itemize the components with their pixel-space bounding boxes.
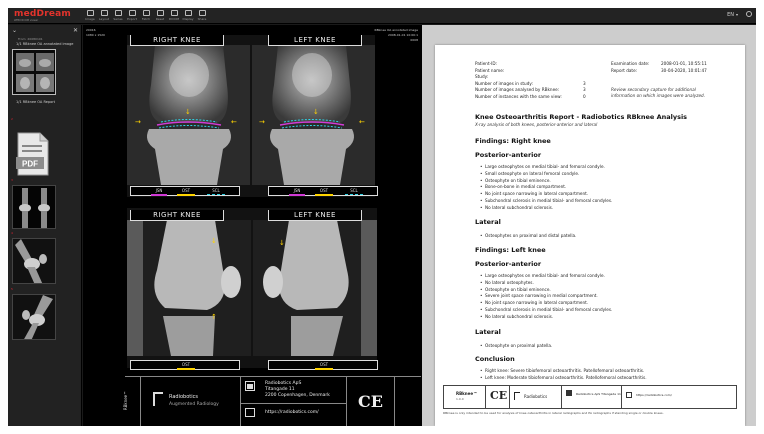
- brand-tagline: Augmented Radiology: [169, 402, 219, 407]
- meta-key: Patient-ID:: [475, 61, 497, 66]
- toolbar-label: Share: [197, 17, 207, 21]
- legend-ost: OST: [177, 362, 195, 370]
- export-icon: [129, 10, 136, 16]
- finding-item: • Osteophyte on tibial eminence.: [485, 287, 551, 292]
- annotation-legend: [130, 186, 240, 196]
- finding-item: • Subchondral sclerosis in medial tibial- and femoral condyles.: [485, 307, 612, 312]
- legend-ost: OST: [315, 188, 333, 196]
- study-date: From: 20080101: [18, 37, 43, 41]
- svg-text:PDF: PDF: [22, 159, 38, 169]
- meta-key: Patient name:: [475, 67, 505, 73]
- product-label: RBknee™: [125, 377, 141, 426]
- footer-note: RBknee is only intended to be used for analysis of knee osteoarthritis in lateral radiographs and PA radiographs if standing single or double knees.: [443, 411, 664, 415]
- series-label: 1/1 RBknee OA Report: [16, 100, 56, 104]
- legend-scl: SCL: [345, 188, 363, 195]
- finding-item: • Small osteophyte on lateral femoral condyle.: [485, 171, 579, 176]
- radiobotics-mark-icon: [153, 392, 163, 406]
- legend-scl: SCL: [207, 188, 225, 195]
- legend-ost: OST: [177, 188, 195, 196]
- meta-value: 3: [583, 80, 586, 86]
- app-window: [8, 8, 756, 426]
- overlay-line: 20016: [86, 28, 96, 32]
- legend-ost: OST: [315, 362, 333, 370]
- panel-title: LEFT KNEE: [268, 35, 362, 46]
- toolbar-label: Layout: [98, 17, 110, 21]
- findings-left-heading: Findings: Left knee: [475, 246, 546, 254]
- pa-heading: Posterior-anterior: [475, 151, 542, 159]
- finding-item: • No joint space narrowing in lateral compartment.: [485, 300, 588, 305]
- top-toolbar: [8, 8, 756, 24]
- manufacturer-info: [241, 377, 347, 426]
- meta-key: Number of images in study:: [475, 80, 533, 86]
- toolbar-label: Export: [127, 17, 137, 21]
- toolbar-label: Series: [113, 17, 123, 21]
- conclusion-item: • Left knee: Moderate tibiofemoral osteoarthritis. Patellofemoral osteoarthritis.: [485, 375, 647, 380]
- osteophyte-arrow-icon: ↓: [185, 108, 191, 116]
- address-line: Titangade 11: [265, 387, 295, 392]
- series-label: 1/1 RBknee OA annotated image: [16, 42, 74, 46]
- pdf-report-thumbnail[interactable]: [12, 131, 52, 177]
- report-subtitle: X-ray analysis of both knees, posterior-anterior and lateral: [475, 122, 598, 127]
- meta-value: 30-04-2020, 10:01:47: [661, 67, 707, 73]
- export-button[interactable]: [126, 9, 138, 23]
- series-thumbnail-lateral-left[interactable]: [12, 294, 56, 340]
- annotation-legend: [130, 360, 240, 370]
- reset-button[interactable]: [154, 9, 166, 23]
- sidebar-header: [10, 27, 80, 35]
- website-link: https://radiobotics.com/: [265, 410, 319, 415]
- toolbar-label: Display: [182, 17, 194, 21]
- report-note: Review secondary capture for additional: [611, 87, 696, 92]
- address-line: Radiobotics ApS: [265, 381, 302, 386]
- osteophyte-arrow-icon: ↓: [313, 108, 319, 116]
- pa-heading: Posterior-anterior: [475, 260, 542, 268]
- fetch-icon: [143, 10, 150, 16]
- share-button[interactable]: [196, 9, 208, 23]
- annotation-legend: [268, 360, 378, 370]
- toolbar-label: Image: [85, 17, 95, 21]
- finding-item: • Large osteophytes on medial tibial- and femoral condyle.: [485, 164, 605, 169]
- series-thumbnail-pa[interactable]: [12, 185, 56, 229]
- share-icon: [199, 10, 206, 16]
- finding-item: • Bone-on-bone in medial compartment.: [485, 184, 566, 189]
- osteophyte-arrow-icon: →: [259, 118, 265, 126]
- annotation-legend: [268, 186, 378, 196]
- report-note: information on which images were analyzed.: [611, 93, 706, 98]
- lateral-heading: Lateral: [475, 218, 501, 226]
- display-button[interactable]: [182, 9, 194, 23]
- overlay-line: 2008-01-01 10:00:1: [388, 33, 418, 37]
- panel-title: RIGHT KNEE: [130, 35, 224, 46]
- left-knee-lateral-xray: [253, 220, 377, 356]
- overlay-line: RBknee OA annotated image: [374, 28, 418, 32]
- fetch-button[interactable]: [140, 9, 152, 23]
- overlay-line: 0008: [410, 38, 418, 42]
- lateral-panels: [127, 208, 377, 368]
- branding-strip: [125, 376, 421, 426]
- radiobotics-logo: [141, 377, 241, 426]
- close-icon[interactable]: ✕: [72, 27, 78, 34]
- osteophyte-arrow-icon: ↑: [211, 313, 217, 321]
- series-number: 5: [11, 287, 13, 291]
- user-icon[interactable]: [746, 11, 752, 17]
- panel-title: RIGHT KNEE: [130, 210, 224, 221]
- right-knee-lateral-xray: [127, 220, 251, 356]
- overlay-line: 1080 x 1520: [86, 33, 105, 37]
- finding-item: • No lateral osteophytes.: [485, 280, 534, 285]
- meta-value: 0: [583, 93, 586, 99]
- instructions-book-icon: [245, 408, 255, 417]
- app-logo-subtitle: WEB DICOM viewer: [14, 19, 39, 22]
- toolbar-label: Reset: [155, 17, 165, 21]
- report-page: [435, 45, 745, 426]
- lateral-heading: Lateral: [475, 328, 501, 336]
- conclusion-heading: Conclusion: [475, 355, 515, 363]
- footer-brand: Radiobotics: [510, 386, 562, 408]
- image-tool-icon: [87, 10, 94, 16]
- osteophyte-arrow-icon: →: [135, 118, 141, 126]
- meta-key: Number of images analysed by RBknee:: [475, 87, 560, 92]
- series-number: 4: [11, 231, 13, 235]
- address-line: 2200 Copenhagen, Denmark: [265, 393, 330, 398]
- finding-item: • Osteophyte on proximal patella.: [485, 343, 552, 348]
- meta-key: Report date:: [611, 67, 638, 73]
- app-logo: medDream: [14, 9, 71, 19]
- dicom-button[interactable]: [168, 9, 180, 23]
- panel-title: LEFT KNEE: [268, 210, 362, 221]
- report-title: Knee Osteoarthritis Report - Radiobotics RBknee Analysis: [475, 113, 688, 121]
- osteophyte-arrow-icon: ←: [359, 118, 365, 126]
- finding-item: • Severe joint space narrowing in medial compartment.: [485, 293, 598, 298]
- toolbar-label: DICOM: [168, 17, 180, 21]
- footer-ce: CE: [486, 386, 510, 408]
- osteophyte-arrow-icon: ↓: [211, 237, 217, 245]
- language-select[interactable]: EN ▾: [727, 12, 738, 18]
- meta-value: 2008-01-01, 10:55:11: [661, 61, 707, 66]
- finding-item: • Osteophyte on tibial eminence.: [485, 178, 551, 183]
- meta-key: Number of instances with the same view:: [475, 93, 562, 99]
- report-panel[interactable]: [421, 25, 756, 426]
- layout-icon: [101, 10, 108, 16]
- reset-icon: [157, 10, 164, 16]
- osteophyte-arrow-icon: ←: [231, 118, 237, 126]
- image-tool-button[interactable]: [84, 9, 96, 23]
- series-number: 2: [11, 117, 13, 121]
- meta-key: Study:: [475, 74, 489, 79]
- report-footer: [443, 385, 737, 409]
- series-icon: [115, 10, 122, 16]
- series-number: 3: [11, 178, 13, 182]
- pa-panels: [127, 35, 375, 197]
- layout-button[interactable]: [98, 9, 110, 23]
- finding-item: • No lateral subchondral sclerosis.: [485, 314, 553, 319]
- legend-jsn: JSN: [151, 188, 167, 196]
- toolbar-label: Fetch: [141, 17, 151, 21]
- collapse-chevron-icon[interactable]: ⌄: [12, 27, 18, 34]
- finding-item: • No lateral subchondral sclerosis.: [485, 205, 553, 210]
- footer-address: Radiobotics ApS Titangade 11: [562, 386, 622, 408]
- manufacturer-icon: [245, 381, 255, 391]
- legend-jsn: JSN: [289, 188, 305, 196]
- meta-value: 3: [583, 87, 586, 92]
- brand-name: Radiobotics: [169, 394, 198, 400]
- osteophyte-arrow-icon: ↓: [279, 239, 285, 247]
- finding-item: • Large osteophytes on medial tibial- and femoral condyle.: [485, 273, 605, 278]
- finding-item: • No joint space narrowing in lateral compartment.: [485, 191, 588, 196]
- finding-item: • Subchondral sclerosis in medial tibial- and femoral condyles.: [485, 198, 612, 203]
- series-button[interactable]: [112, 9, 124, 23]
- display-icon: [185, 10, 192, 16]
- image-viewport[interactable]: [83, 25, 421, 426]
- series-sidebar: [8, 25, 82, 426]
- series-thumbnail-annotated[interactable]: [12, 49, 56, 95]
- meta-key: Examination date:: [611, 61, 650, 66]
- ce-mark: CE: [347, 377, 395, 426]
- findings-right-heading: Findings: Right knee: [475, 137, 551, 145]
- series-thumbnail-lateral-right[interactable]: [12, 238, 56, 284]
- footer-website: https://radiobotics.com/: [622, 386, 682, 408]
- finding-item: • Osteophytes on proximal and distal patella.: [485, 233, 576, 238]
- dicom-icon: [171, 10, 178, 16]
- footer-product: RBknee™ 1.0.0: [444, 386, 486, 408]
- conclusion-item: • Right knee: Severe tibiofemoral osteoarthritis. Patellofemoral osteoarthritis.: [485, 368, 644, 373]
